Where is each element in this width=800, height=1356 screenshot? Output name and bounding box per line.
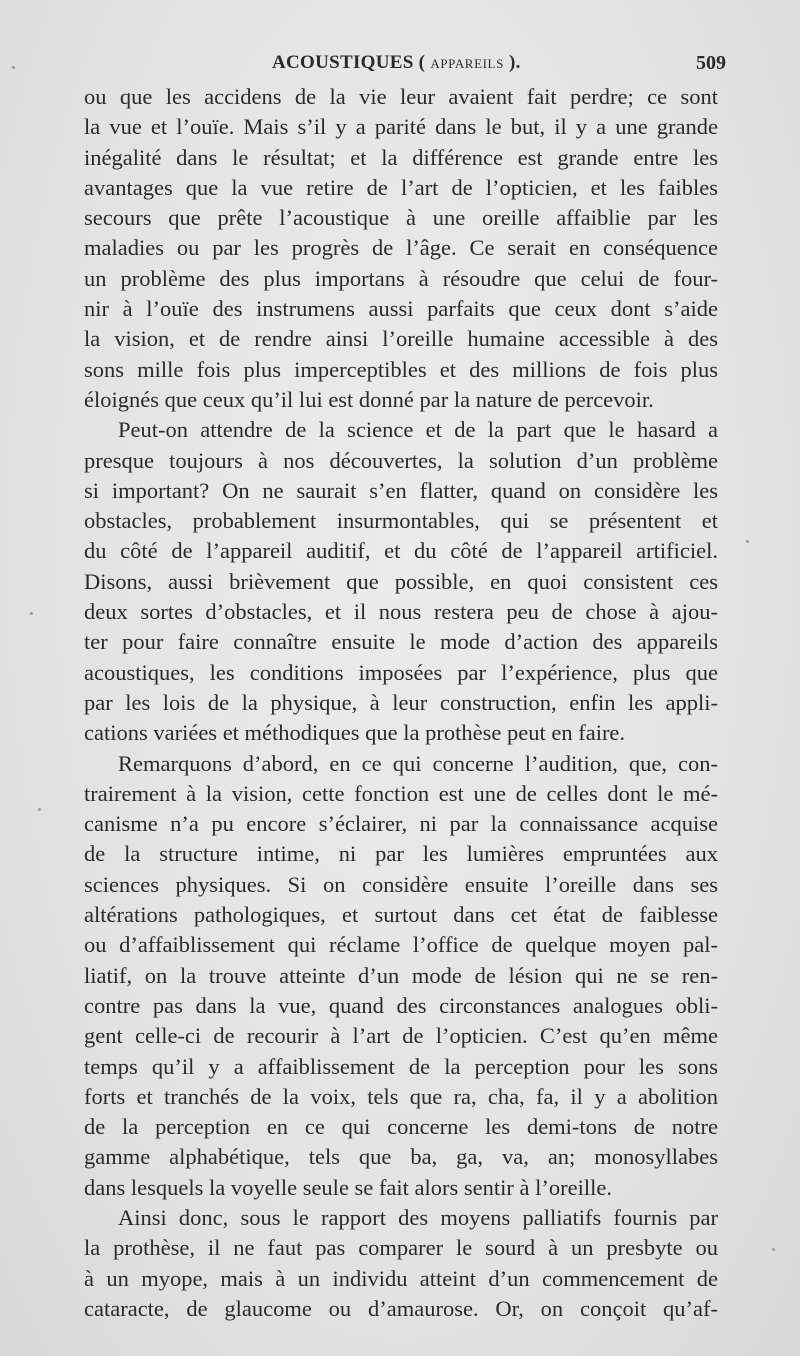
running-title-sub: APPAREILS	[430, 56, 504, 71]
paragraph-start-line: Remarquons d’abord, en ce qui concerne l’audition, que, con-	[118, 750, 718, 776]
text-line: ou que les accidens de la vie leur avaient fait perdre; ce sont	[84, 84, 718, 109]
text-line: la vue et l’ouïe. Mais s’il y a parité dans le but, il y a une grande	[84, 114, 718, 140]
running-title	[272, 52, 521, 74]
text-line: cations variées et méthodiques que la prothèse peut en faire.	[84, 720, 626, 746]
text-line: si important? On ne saurait s’en flatter, quand on considère les	[84, 477, 718, 503]
text-line: secours que prête l’acoustique à une oreille affaiblie par les	[84, 205, 718, 231]
text-line: éloignés que ceux qu’il lui est donné par la nature de percevoir.	[84, 386, 654, 412]
running-title-open: (	[413, 52, 431, 73]
text-line: inégalité dans le résultat; et la différence est grande entre les	[84, 144, 718, 170]
paragraph-start-line: Ainsi donc, sous le rapport des moyens palliatifs fournis par	[118, 1204, 718, 1230]
text-line: gent celle-ci de recourir à l’art de l’opticien. C’est qu’en même	[84, 1023, 718, 1049]
text-line: maladies ou par les progrès de l’âge. Ce serait en conséquence	[84, 235, 718, 261]
paper-speck	[12, 66, 15, 69]
text-line: acoustiques, les conditions imposées par l’expérience, plus que	[84, 659, 718, 685]
text-line: ou d’affaiblissement qui réclame l’office de quelque moyen pal-	[84, 932, 718, 958]
paper-speck	[38, 808, 41, 811]
text-line: la prothèse, il ne faut pas comparer le sourd à un presbyte ou	[84, 1235, 718, 1261]
paper-speck	[772, 1248, 775, 1251]
text-line: presque toujours à nos découvertes, la solution d’un problème	[84, 447, 718, 473]
text-line: canisme n’a pu encore s’éclairer, ni par la connaissance acquise	[84, 811, 718, 837]
text-line: liatif, on la trouve atteinte d’un mode de lésion qui ne se ren-	[84, 962, 718, 988]
text-line: nir à l’ouïe des instrumens aussi parfaits que ceux dont s’aide	[84, 296, 718, 322]
text-line: altérations pathologiques, et surtout dans cet état de faiblesse	[84, 902, 718, 928]
text-line: de la perception en ce qui concerne les demi-tons de notre	[84, 1114, 718, 1140]
text-line: de la structure intime, ni par les lumières empruntées aux	[84, 841, 718, 867]
text-line: deux sortes d’obstacles, et il nous restera peu de chose à ajou-	[84, 599, 718, 625]
text-line: par les lois de la physique, à leur construction, enfin les appli-	[84, 689, 718, 715]
text-line: gamme alphabétique, tels que ba, ga, va, an; monosyllabes	[84, 1144, 718, 1170]
text-line: cataracte, de glaucome ou d’amaurose. Or, on conçoit qu’af-	[84, 1295, 718, 1321]
paper-speck	[746, 540, 749, 543]
text-line: dans lesquels la voyelle seule se fait alors sentir à l’oreille.	[84, 1174, 612, 1200]
text-line: temps qu’il y a affaiblissement de la perception pour les sons	[84, 1053, 718, 1079]
text-line: à un myope, mais à un individu atteint d’un commencement de	[84, 1265, 718, 1291]
paragraph-start-line: Peut-on attendre de la science et de la part que le hasard a	[118, 417, 718, 443]
text-line: sons mille fois plus imperceptibles et des millions de fois plus	[84, 356, 718, 382]
text-line: un problème des plus importans à résoudre que celui de four-	[84, 265, 718, 291]
text-line: sciences physiques. Si on considère ensuite l’oreille dans ses	[84, 871, 718, 897]
text-line: la vision, et de rendre ainsi l’oreille humaine accessible à des	[84, 326, 718, 352]
text-line: contre pas dans la vue, quand des circonstances analogues obli-	[84, 992, 718, 1018]
running-header	[0, 52, 800, 84]
body-text	[84, 82, 718, 1324]
text-line: obstacles, probablement insurmontables, qui se présentent et	[84, 508, 718, 534]
page-number: 509	[696, 52, 726, 74]
paper-speck	[30, 612, 33, 615]
text-line: Disons, aussi brièvement que possible, en quoi consistent ces	[84, 568, 718, 594]
text-line: avantages que la vue retire de l’art de l’opticien, et les faibles	[84, 174, 718, 200]
text-line: du côté de l’appareil auditif, et du côté de l’appareil artificiel.	[84, 538, 718, 564]
text-line: ter pour faire connaître ensuite le mode d’action des appareils	[84, 629, 718, 655]
text-line: forts et tranchés de la voix, tels que ra, cha, fa, il y a abolition	[84, 1083, 718, 1109]
running-title-close: ).	[503, 52, 521, 73]
text-line: trairement à la vision, cette fonction est une de celles dont le mé-	[84, 780, 718, 806]
running-title-main: ACOUSTIQUES	[272, 52, 414, 73]
